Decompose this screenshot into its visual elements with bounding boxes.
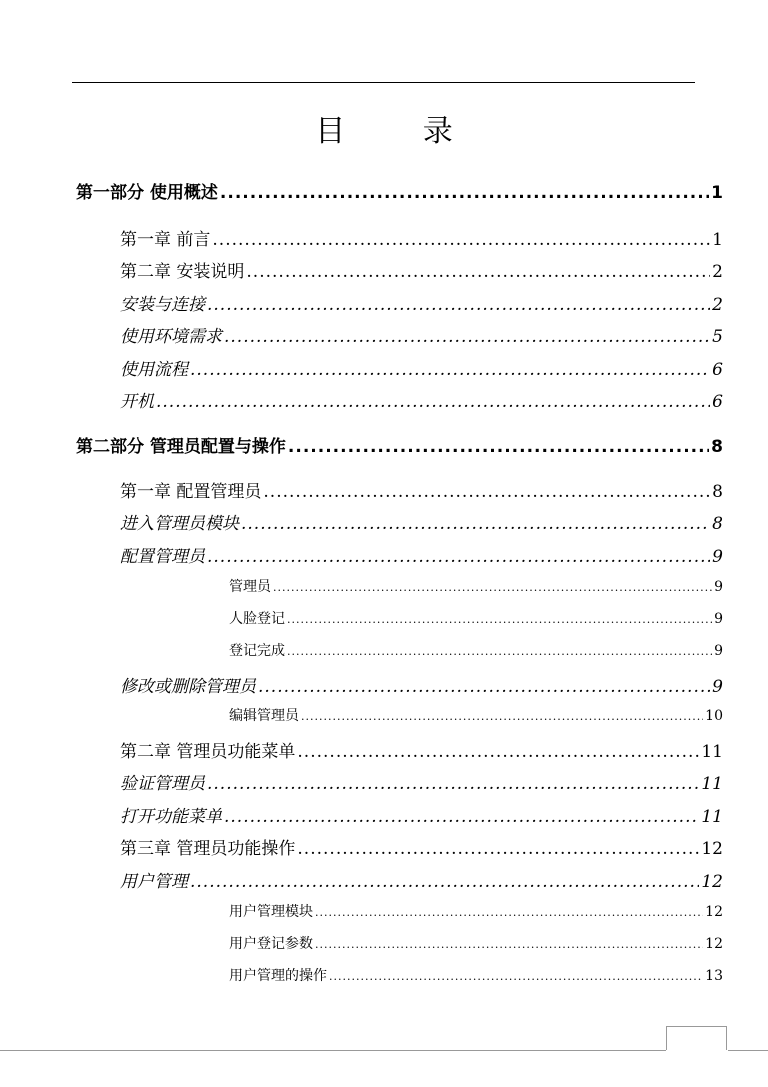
toc-entry-page: 5 bbox=[712, 327, 723, 347]
toc-entry-page: 6 bbox=[712, 360, 723, 380]
toc-entry-page: 8 bbox=[712, 482, 723, 502]
toc-entry-page: 8 bbox=[712, 514, 723, 534]
dot-leader bbox=[287, 645, 712, 658]
toc-entry-text: 用户管理模块 bbox=[229, 904, 313, 920]
dot-leader bbox=[263, 482, 710, 502]
toc-entry-page: 2 bbox=[712, 262, 723, 282]
dot-leader bbox=[258, 677, 710, 697]
page-title: 目 录 bbox=[315, 114, 487, 149]
toc-entry-page: 6 bbox=[712, 392, 723, 412]
toc-entry-page: 1 bbox=[711, 183, 723, 203]
toc-entry-text: 用户管理 bbox=[120, 872, 188, 892]
dot-leader bbox=[207, 295, 710, 315]
toc-entry-text: 第一章 配置管理员 bbox=[120, 482, 262, 502]
footer-rule bbox=[0, 1050, 666, 1051]
toc-entry-page: 12 bbox=[701, 839, 723, 859]
toc-entry[interactable] bbox=[120, 737, 723, 762]
dot-leader bbox=[241, 514, 710, 534]
toc-entry[interactable] bbox=[120, 387, 723, 412]
toc-entry-text: 第二章 管理员功能菜单 bbox=[120, 742, 296, 762]
toc-entry[interactable] bbox=[120, 867, 723, 892]
toc-entry-page: 12 bbox=[701, 872, 723, 892]
toc-entry-text: 第二章 安装说明 bbox=[120, 262, 245, 282]
toc-entry[interactable] bbox=[120, 769, 723, 794]
dot-leader bbox=[224, 327, 710, 347]
toc-entry-text: 用户管理的操作 bbox=[229, 968, 327, 984]
toc-entry[interactable] bbox=[120, 802, 723, 827]
toc-entry[interactable] bbox=[120, 834, 723, 859]
toc-entry-text: 用户登记参数 bbox=[229, 936, 313, 952]
dot-leader bbox=[190, 872, 699, 892]
toc-entry-page: 9 bbox=[712, 547, 723, 567]
toc-entry-text: 验证管理员 bbox=[120, 774, 205, 794]
toc-entry-page: 10 bbox=[705, 708, 723, 724]
toc-entry[interactable] bbox=[120, 257, 723, 282]
toc-entry-page: 11 bbox=[701, 807, 723, 827]
toc-entry[interactable] bbox=[229, 933, 723, 953]
toc-entry[interactable] bbox=[120, 477, 723, 502]
toc-entry-page: 9 bbox=[714, 643, 723, 659]
toc-entry-page: 11 bbox=[701, 742, 723, 762]
toc-entry-page: 2 bbox=[712, 295, 723, 315]
toc-entry[interactable] bbox=[76, 432, 723, 457]
toc-entry-text: 修改或删除管理员 bbox=[120, 677, 256, 697]
dot-leader bbox=[288, 437, 709, 457]
toc-entry-page: 8 bbox=[711, 437, 723, 457]
dot-leader bbox=[315, 938, 703, 951]
toc-entry-text: 配置管理员 bbox=[120, 547, 205, 567]
dot-leader bbox=[207, 547, 710, 567]
toc-entry-text: 开机 bbox=[120, 392, 154, 412]
toc-entry[interactable] bbox=[229, 705, 723, 725]
toc-entry-page: 11 bbox=[701, 774, 723, 794]
dot-leader bbox=[329, 970, 703, 983]
toc-entry-text: 登记完成 bbox=[229, 643, 285, 659]
dot-leader bbox=[315, 906, 703, 919]
dot-leader bbox=[273, 581, 712, 594]
dot-leader bbox=[220, 183, 709, 203]
toc-entry[interactable] bbox=[120, 290, 723, 315]
toc-entry-page: 9 bbox=[712, 677, 723, 697]
toc-entry-page: 12 bbox=[705, 904, 723, 920]
toc-entry-page: 9 bbox=[714, 579, 723, 595]
toc-entry-text: 人脸登记 bbox=[229, 611, 285, 627]
toc-entry[interactable] bbox=[229, 640, 723, 660]
dot-leader bbox=[224, 807, 699, 827]
toc-entry[interactable] bbox=[229, 608, 723, 628]
dot-leader bbox=[190, 360, 710, 380]
dot-leader bbox=[287, 613, 712, 626]
dot-leader bbox=[156, 392, 710, 412]
toc-entry-text: 使用流程 bbox=[120, 360, 188, 380]
toc-entry-text: 编辑管理员 bbox=[229, 708, 299, 724]
page-number-tab bbox=[666, 1026, 727, 1050]
toc-entry[interactable] bbox=[76, 178, 723, 203]
toc-entry-text: 打开功能菜单 bbox=[120, 807, 222, 827]
toc-entry-page: 9 bbox=[714, 611, 723, 627]
toc-entry[interactable] bbox=[120, 355, 723, 380]
toc-entry[interactable] bbox=[120, 225, 723, 250]
toc-entry[interactable] bbox=[120, 542, 723, 567]
toc-entry-page: 12 bbox=[705, 936, 723, 952]
toc-entry[interactable] bbox=[229, 965, 723, 985]
toc-entry[interactable] bbox=[120, 322, 723, 347]
toc-entry-text: 第二部分 管理员配置与操作 bbox=[76, 437, 286, 457]
toc-entry-page: 1 bbox=[712, 230, 723, 250]
dot-leader bbox=[301, 710, 703, 723]
toc-entry-text: 使用环境需求 bbox=[120, 327, 222, 347]
toc-entry[interactable] bbox=[229, 901, 723, 921]
toc-entry[interactable] bbox=[120, 672, 723, 697]
toc-entry-text: 第三章 管理员功能操作 bbox=[120, 839, 296, 859]
dot-leader bbox=[212, 230, 710, 250]
toc-entry-text: 第一章 前言 bbox=[120, 230, 211, 250]
toc-entry-text: 进入管理员模块 bbox=[120, 514, 239, 534]
toc-entry-text: 管理员 bbox=[229, 579, 271, 595]
dot-leader bbox=[207, 774, 699, 794]
toc-entry-page: 13 bbox=[705, 968, 723, 984]
dot-leader bbox=[246, 262, 710, 282]
dot-leader bbox=[297, 839, 699, 859]
toc-entry-text: 第一部分 使用概述 bbox=[76, 183, 218, 203]
toc-entry[interactable] bbox=[229, 576, 723, 596]
toc-entry-text: 安装与连接 bbox=[120, 295, 205, 315]
toc-entry[interactable] bbox=[120, 509, 723, 534]
footer-rule-right bbox=[728, 1050, 768, 1051]
dot-leader bbox=[297, 742, 699, 762]
